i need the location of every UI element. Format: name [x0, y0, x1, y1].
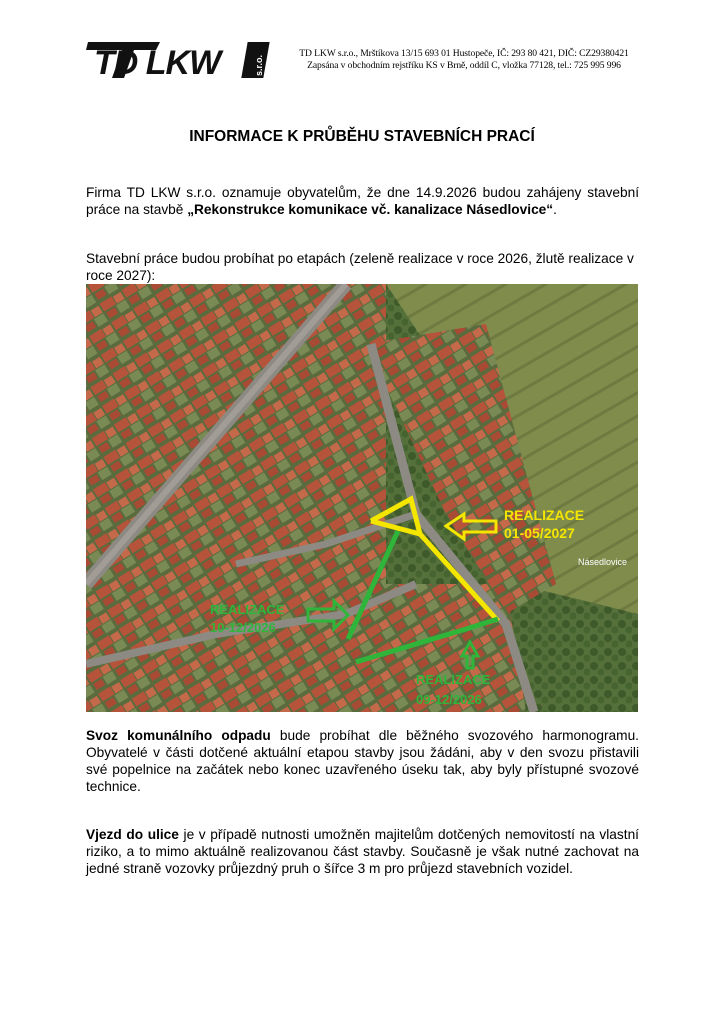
- waste-collection-paragraph: Svoz komunálního odpadu bude probíhat dle běžného svozového harmonogramu. Obyvatelé v části dotčené aktuální etapou stavby jsou žádáni, aby v den svozu přistavili své popelnice na začátek nebo konec uzavřeného úseku tak, aby byly přístupné svozové technice.: [86, 728, 639, 794]
- document-title: INFORMACE K PRŮBĚHU STAVEBNÍCH PRACÍ: [189, 128, 535, 145]
- map-label-village: Násedlovice: [578, 557, 628, 567]
- logo-text: TD LKW: [94, 44, 221, 80]
- aerial-map: [86, 284, 638, 712]
- logo-suffix: s.r.o.: [254, 54, 264, 76]
- map-label-yellow-title: REALIZACE: [504, 507, 585, 523]
- map-label-green2-title: REALIZACE: [416, 672, 491, 687]
- street-access-heading: Vjezd do ulice: [86, 827, 179, 842]
- map-label-green1-date: 10-12/2026: [210, 620, 276, 635]
- company-line-1: TD LKW s.r.o., Mrštíkova 13/15 693 01 Hustopeče, IČ: 293 80 421, DIČ: CZ29380421: [299, 48, 629, 59]
- map-label-green2-date: 09-12/2026: [416, 692, 482, 707]
- company-info: [284, 48, 644, 72]
- street-access-paragraph: Vjezd do ulice je v případě nutnosti umožněn majitelům dotčených nemovitostí na vlastní riziko, a to mimo aktuálně realizovanou část stavby. Současně je však nutné zachovat na jedné straně vozovky průjezdný pruh o šířce 3 m pro průjezd stavebních vozidel.: [86, 827, 639, 876]
- map-label-yellow-date: 01-05/2027: [504, 525, 575, 541]
- map-label-green1-title: REALIZACE: [210, 602, 285, 617]
- company-line-2: Zapsána v obchodním rejstříku KS v Brně, oddíl C, vložka 77128, tel.: 725 995 996: [307, 60, 621, 71]
- intro-paragraph: Firma TD LKW s.r.o. oznamuje obyvatelům, že dne 14.9.2026 budou zahájeny stavební práce na stavbě „Rekonstrukce komunikace vč. kanalizace Násedlovice“.: [86, 185, 639, 217]
- company-logo: [86, 40, 276, 80]
- project-name: „Rekonstrukce komunikace vč. kanalizace Násedlovice“: [187, 202, 554, 217]
- waste-collection-heading: Svoz komunálního odpadu: [86, 728, 271, 743]
- phases-paragraph: Stavební práce budou probíhat po etapách (zeleně realizace v roce 2026, žlutě realizace v roce 2027):: [86, 251, 634, 283]
